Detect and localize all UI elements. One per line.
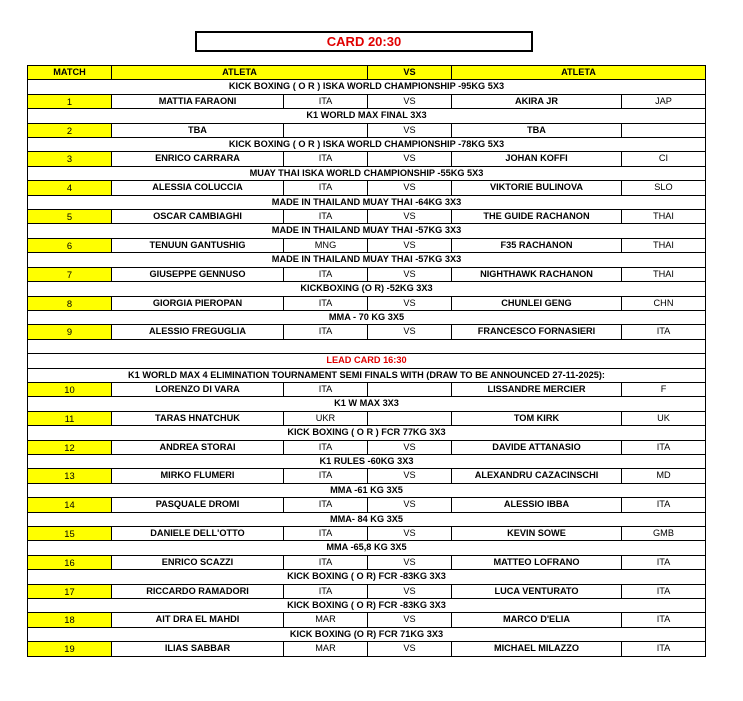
fighter-b-name: KEVIN SOWE	[452, 526, 622, 540]
event-title: KICK BOXING ( O R ) ISKA WORLD CHAMPIONSHIP -78KG 5X3	[28, 138, 706, 152]
match-row	[28, 498, 706, 512]
event-row	[28, 368, 706, 382]
fighter-b-name: MICHAEL MILAZZO	[452, 642, 622, 656]
fighter-b-name: THE GUIDE RACHANON	[452, 210, 622, 224]
fighter-a-nation: ITA	[284, 152, 368, 166]
fighter-b-name: JOHAN KOFFI	[452, 152, 622, 166]
match-number: 9	[28, 325, 112, 339]
fighter-b-name: ALESSIO IBBA	[452, 498, 622, 512]
fighter-a-name: GIUSEPPE GENNUSO	[112, 267, 284, 281]
event-title: MMA -61 KG 3X5	[28, 483, 706, 497]
fighter-b-nation: F	[622, 382, 706, 396]
fighter-a-name: ENRICO SCAZZI	[112, 555, 284, 569]
fighter-a-nation	[284, 123, 368, 137]
match-number: 11	[28, 411, 112, 425]
match-number: 14	[28, 498, 112, 512]
match-row	[28, 267, 706, 281]
fighter-b-name: F35 RACHANON	[452, 238, 622, 252]
match-number: 16	[28, 555, 112, 569]
vs-label: VS	[368, 123, 452, 137]
fighter-a-nation: ITA	[284, 181, 368, 195]
fighter-b-name: LISSANDRE MERCIER	[452, 382, 622, 396]
fight-card-table	[27, 65, 706, 657]
header-athlete-a: ATLETA	[112, 66, 368, 80]
fighter-a-name: ALESSIO FREGUGLIA	[112, 325, 284, 339]
match-row	[28, 325, 706, 339]
fighter-a-name: ANDREA STORAI	[112, 440, 284, 454]
fighter-a-nation: ITA	[284, 267, 368, 281]
event-row	[28, 541, 706, 555]
event-row	[28, 570, 706, 584]
match-number: 18	[28, 613, 112, 627]
event-row	[28, 397, 706, 411]
event-row	[28, 80, 706, 94]
fighter-a-name: PASQUALE DROMI	[112, 498, 284, 512]
match-row	[28, 411, 706, 425]
event-row	[28, 253, 706, 267]
fighter-b-nation: THAI	[622, 267, 706, 281]
event-row	[28, 512, 706, 526]
fighter-a-nation: MNG	[284, 238, 368, 252]
fighter-b-name: TOM KIRK	[452, 411, 622, 425]
match-row	[28, 238, 706, 252]
vs-label: VS	[368, 210, 452, 224]
fighter-a-name: TENUUN GANTUSHIG	[112, 238, 284, 252]
header-row	[28, 66, 706, 80]
event-row	[28, 454, 706, 468]
vs-label: VS	[368, 152, 452, 166]
fighter-b-name: MATTEO LOFRANO	[452, 555, 622, 569]
match-row	[28, 555, 706, 569]
fighter-a-name: GIORGIA PIEROPAN	[112, 296, 284, 310]
event-title: MMA- 84 KG 3X5	[28, 512, 706, 526]
match-row	[28, 526, 706, 540]
fighter-b-nation: JAP	[622, 94, 706, 108]
lead-card-title: LEAD CARD 16:30	[28, 354, 706, 368]
event-title: MMA - 70 KG 3X5	[28, 310, 706, 324]
fighter-b-nation: ITA	[622, 555, 706, 569]
match-number: 6	[28, 238, 112, 252]
fighter-b-name: MARCO D'ELIA	[452, 613, 622, 627]
vs-label	[368, 411, 452, 425]
vs-label: VS	[368, 642, 452, 656]
fighter-b-nation	[622, 123, 706, 137]
fighter-a-nation: ITA	[284, 584, 368, 598]
match-row	[28, 296, 706, 310]
match-number: 3	[28, 152, 112, 166]
fighter-b-nation: ITA	[622, 325, 706, 339]
match-number: 2	[28, 123, 112, 137]
event-title: K1 WORLD MAX FINAL 3X3	[28, 109, 706, 123]
fighter-b-nation: CI	[622, 152, 706, 166]
fighter-a-nation: UKR	[284, 411, 368, 425]
match-row	[28, 94, 706, 108]
event-title: MUAY THAI ISKA WORLD CHAMPIONSHIP -55KG 5X3	[28, 166, 706, 180]
fighter-a-name: ENRICO CARRARA	[112, 152, 284, 166]
match-row	[28, 382, 706, 396]
lead-card-body	[28, 368, 706, 656]
vs-label	[368, 382, 452, 396]
fighter-b-name: DAVIDE ATTANASIO	[452, 440, 622, 454]
match-row	[28, 152, 706, 166]
vs-label: VS	[368, 555, 452, 569]
card-separator	[28, 339, 706, 368]
event-row	[28, 195, 706, 209]
event-title: MADE IN THAILAND MUAY THAI -64KG 3X3	[28, 195, 706, 209]
fighter-a-name: RICCARDO RAMADORI	[112, 584, 284, 598]
fighter-a-name: MIRKO FLUMERI	[112, 469, 284, 483]
fighter-a-name: LORENZO DI VARA	[112, 382, 284, 396]
match-row	[28, 584, 706, 598]
fighter-b-nation: ITA	[622, 440, 706, 454]
event-row	[28, 109, 706, 123]
event-title: K1 WORLD MAX 4 ELIMINATION TOURNAMENT SEMI FINALS WITH (DRAW TO BE ANNOUNCED 27-11-2025):	[28, 368, 706, 382]
event-title: KICK BOXING ( O R) FCR -83KG 3X3	[28, 570, 706, 584]
fighter-a-nation: ITA	[284, 469, 368, 483]
match-row	[28, 440, 706, 454]
event-row	[28, 310, 706, 324]
fighter-b-name: ALEXANDRU CAZACINSCHI	[452, 469, 622, 483]
main-card-body	[28, 80, 706, 339]
match-number: 13	[28, 469, 112, 483]
event-title: KICK BOXING ( O R ) ISKA WORLD CHAMPIONSHIP -95KG 5X3	[28, 80, 706, 94]
vs-label: VS	[368, 296, 452, 310]
fighter-a-nation: ITA	[284, 498, 368, 512]
match-row	[28, 613, 706, 627]
fighter-a-name: ALESSIA COLUCCIA	[112, 181, 284, 195]
event-title: MADE IN THAILAND MUAY THAI -57KG 3X3	[28, 224, 706, 238]
event-row	[28, 138, 706, 152]
fighter-b-nation: THAI	[622, 210, 706, 224]
fighter-b-name: TBA	[452, 123, 622, 137]
fighter-b-name: AKIRA JR	[452, 94, 622, 108]
fighter-a-name: AIT DRA EL MAHDI	[112, 613, 284, 627]
event-title: KICK BOXING ( O R ) FCR 77KG 3X3	[28, 426, 706, 440]
fighter-a-name: TBA	[112, 123, 284, 137]
match-number: 10	[28, 382, 112, 396]
spacer-row	[28, 339, 706, 353]
fighter-a-nation: ITA	[284, 94, 368, 108]
fighter-a-name: MATTIA FARAONI	[112, 94, 284, 108]
fighter-b-nation: UK	[622, 411, 706, 425]
event-title: KICK BOXING ( O R) FCR -83KG 3X3	[28, 599, 706, 613]
fighter-a-nation: ITA	[284, 440, 368, 454]
match-row	[28, 469, 706, 483]
fighter-a-nation: ITA	[284, 296, 368, 310]
match-number: 17	[28, 584, 112, 598]
vs-label: VS	[368, 181, 452, 195]
event-row	[28, 282, 706, 296]
event-title: K1 RULES -60KG 3X3	[28, 454, 706, 468]
match-number: 15	[28, 526, 112, 540]
vs-label: VS	[368, 325, 452, 339]
vs-label: VS	[368, 238, 452, 252]
fighter-b-name: LUCA VENTURATO	[452, 584, 622, 598]
event-title: MADE IN THAILAND MUAY THAI -57KG 3X3	[28, 253, 706, 267]
fighter-a-nation: ITA	[284, 382, 368, 396]
fighter-a-nation: MAR	[284, 642, 368, 656]
match-number: 5	[28, 210, 112, 224]
vs-label: VS	[368, 613, 452, 627]
header-athlete-b: ATLETA	[452, 66, 706, 80]
fighter-b-name: NIGHTHAWK RACHANON	[452, 267, 622, 281]
event-row	[28, 426, 706, 440]
fighter-b-nation: ITA	[622, 642, 706, 656]
event-row	[28, 224, 706, 238]
fighter-b-name: FRANCESCO FORNASIERI	[452, 325, 622, 339]
vs-label: VS	[368, 584, 452, 598]
match-number: 8	[28, 296, 112, 310]
match-row	[28, 123, 706, 137]
fighter-a-name: OSCAR CAMBIAGHI	[112, 210, 284, 224]
vs-label: VS	[368, 498, 452, 512]
match-number: 1	[28, 94, 112, 108]
card-title: CARD 20:30	[195, 31, 533, 52]
fighter-a-name: TARAS HNATCHUK	[112, 411, 284, 425]
vs-label: VS	[368, 440, 452, 454]
fighter-b-nation: MD	[622, 469, 706, 483]
vs-label: VS	[368, 267, 452, 281]
event-row	[28, 166, 706, 180]
match-number: 7	[28, 267, 112, 281]
fighter-b-name: VIKTORIE BULINOVA	[452, 181, 622, 195]
fighter-b-nation: THAI	[622, 238, 706, 252]
match-number: 4	[28, 181, 112, 195]
event-row	[28, 483, 706, 497]
fighter-b-name: CHUNLEI GENG	[452, 296, 622, 310]
fighter-b-nation: CHN	[622, 296, 706, 310]
match-row	[28, 181, 706, 195]
match-row	[28, 642, 706, 656]
event-row	[28, 627, 706, 641]
fighter-a-name: ILIAS SABBAR	[112, 642, 284, 656]
event-title: MMA -65,8 KG 3X5	[28, 541, 706, 555]
fighter-a-nation: ITA	[284, 210, 368, 224]
fighter-b-nation: SLO	[622, 181, 706, 195]
fighter-b-nation: ITA	[622, 498, 706, 512]
event-title: K1 W MAX 3X3	[28, 397, 706, 411]
vs-label: VS	[368, 94, 452, 108]
event-row	[28, 599, 706, 613]
fighter-a-nation: ITA	[284, 325, 368, 339]
match-row	[28, 210, 706, 224]
header-match: MATCH	[28, 66, 112, 80]
fighter-a-nation: ITA	[284, 526, 368, 540]
header-vs: VS	[368, 66, 452, 80]
fighter-a-nation: MAR	[284, 613, 368, 627]
fighter-b-nation: ITA	[622, 613, 706, 627]
vs-label: VS	[368, 526, 452, 540]
match-number: 19	[28, 642, 112, 656]
fighter-a-name: DANIELE DELL'OTTO	[112, 526, 284, 540]
vs-label: VS	[368, 469, 452, 483]
event-title: KICK BOXING (O R) FCR 71KG 3X3	[28, 627, 706, 641]
event-title: KICKBOXING (O R) -52KG 3X3	[28, 282, 706, 296]
fighter-b-nation: ITA	[622, 584, 706, 598]
fighter-a-nation: ITA	[284, 555, 368, 569]
fighter-b-nation: GMB	[622, 526, 706, 540]
match-number: 12	[28, 440, 112, 454]
